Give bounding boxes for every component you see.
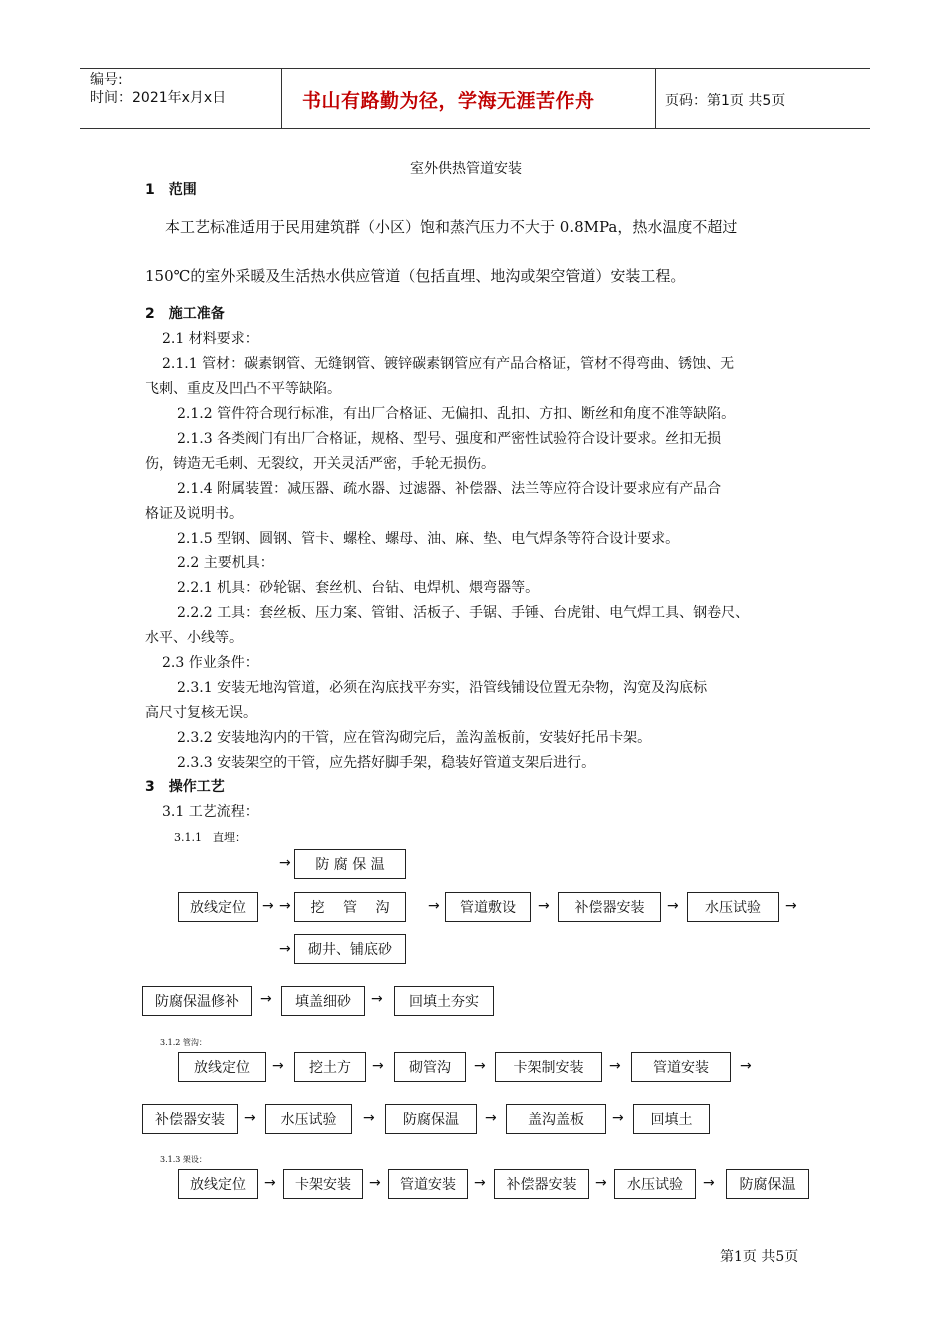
header-divider [655, 68, 656, 129]
list-item: 2.1.2 管件符合现行标准，有出厂合格证、无偏扣、乱扣、方扣、断丝和角度不准等缺陷。 [177, 406, 736, 422]
section-2-heading: 2 施工准备 [145, 306, 225, 322]
arrow-icon: → [371, 991, 383, 1007]
list-item: 2.2 主要机具： [177, 555, 274, 571]
section-3-heading: 3 操作工艺 [145, 779, 225, 795]
paragraph: 150℃的室外采暖及生活热水供应管道（包括直埋、地沟或架空管道）安装工程。 [145, 267, 686, 285]
list-item: 3.1 工艺流程： [162, 804, 259, 820]
header-top-rule [80, 68, 870, 69]
flow-box: 放线定位 [178, 1169, 258, 1199]
subsection-label: 3.1.2 管沟： [160, 1038, 207, 1047]
list-item: 高尺寸复核无误。 [145, 705, 257, 721]
flow-box: 水压试验 [265, 1104, 352, 1134]
flow-box: 防腐保温 [385, 1104, 477, 1134]
arrow-icon: → [474, 1175, 486, 1191]
flow-box: 卡架安装 [283, 1169, 363, 1199]
page-footer: 第1页 共5页 [720, 1249, 799, 1265]
header-time: 时间：2021年x月x日 [90, 90, 227, 106]
flow-box: 挖土方 [294, 1052, 366, 1082]
list-item: 2.1 材料要求： [162, 331, 259, 347]
flow-box: 水压试验 [614, 1169, 696, 1199]
list-item: 2.3.2 安装地沟内的干管，应在管沟砌完后，盖沟盖板前，安装好托吊卡架。 [177, 730, 652, 746]
arrow-icon: → [260, 991, 272, 1007]
arrow-icon: → [363, 1110, 375, 1126]
flow-box: 防 腐 保 温 [294, 849, 406, 879]
arrow-icon: → [279, 941, 291, 957]
list-item: 伤，铸造无毛刺、无裂纹，开关灵活严密，手轮无损伤。 [145, 456, 495, 472]
flow-box: 管道敷设 [445, 892, 531, 922]
flow-box: 管道安装 [631, 1052, 731, 1082]
flow-box: 防腐保温 [726, 1169, 809, 1199]
arrow-icon: → [244, 1110, 256, 1126]
arrow-icon: → [279, 855, 291, 871]
arrow-icon: → [538, 898, 550, 914]
list-item: 水平、小线等。 [145, 630, 243, 646]
arrow-icon: → [667, 898, 679, 914]
flow-box: 放线定位 [178, 1052, 266, 1082]
list-item: 2.1.3 各类阀门有出厂合格证，规格、型号、强度和严密性试验符合设计要求。丝扣无损 [177, 431, 722, 447]
arrow-icon: → [595, 1175, 607, 1191]
flow-box: 卡架制安装 [495, 1052, 602, 1082]
arrow-icon: → [485, 1110, 497, 1126]
arrow-icon: → [609, 1058, 621, 1074]
flow-box: 管道安装 [388, 1169, 468, 1199]
list-item: 2.2.1 机具：砂轮锯、套丝机、台钻、电焊机、煨弯器等。 [177, 580, 540, 596]
flow-box: 砌管沟 [394, 1052, 466, 1082]
flow-box: 挖 管 沟 [294, 892, 406, 922]
arrow-icon: → [474, 1058, 486, 1074]
list-item: 格证及说明书。 [145, 506, 243, 522]
list-item: 2.2.2 工具：套丝板、压力案、管钳、活板子、手锯、手锤、台虎钳、电气焊工具、钢卷尺、 [177, 605, 750, 621]
flow-box: 盖沟盖板 [506, 1104, 606, 1134]
flow-box: 补偿器安装 [558, 892, 661, 922]
arrow-icon: → [262, 898, 274, 914]
section-1-heading: 1 范围 [145, 182, 197, 198]
list-item: 2.1.4 附属装置：减压器、疏水器、过滤器、补偿器、法兰等应符合设计要求应有产品合 [177, 481, 722, 497]
flow-box: 补偿器安装 [494, 1169, 589, 1199]
header-motto: 书山有路勤为径，学海无涯苦作舟 [302, 90, 595, 112]
arrow-icon: → [740, 1058, 752, 1074]
document-title: 室外供热管道安装 [410, 161, 522, 177]
flow-box: 放线定位 [178, 892, 258, 922]
flow-box: 回填土夯实 [394, 986, 494, 1016]
subsection-label: 3.1.3 架设： [160, 1155, 207, 1164]
arrow-icon: → [428, 898, 440, 914]
header-divider [281, 68, 282, 129]
arrow-icon: → [272, 1058, 284, 1074]
arrow-icon: → [369, 1175, 381, 1191]
arrow-icon: → [703, 1175, 715, 1191]
list-item: 2.1.5 型钢、圆钢、管卡、螺栓、螺母、油、麻、垫、电气焊条等符合设计要求。 [177, 531, 680, 547]
header-page-code: 页码：第1页 共5页 [665, 93, 786, 109]
list-item: 2.3.3 安装架空的干管，应先搭好脚手架，稳装好管道支架后进行。 [177, 755, 596, 771]
arrow-icon: → [612, 1110, 624, 1126]
header-bottom-rule [80, 128, 870, 129]
flow-box: 砌井、铺底砂 [294, 934, 406, 964]
arrow-icon: → [279, 898, 291, 914]
arrow-icon: → [264, 1175, 276, 1191]
header-number: 编号: [90, 72, 123, 88]
list-item: 2.3.1 安装无地沟管道，必须在沟底找平夯实，沿管线铺设位置无杂物，沟宽及沟底标 [177, 680, 708, 696]
arrow-icon: → [372, 1058, 384, 1074]
flow-box: 防腐保温修补 [142, 986, 252, 1016]
list-item: 2.3 作业条件： [162, 655, 259, 671]
flow-box: 水压试验 [687, 892, 779, 922]
list-item: 飞刺、重皮及凹凸不平等缺陷。 [145, 381, 341, 397]
list-item: 2.1.1 管材：碳素钢管、无缝钢管、镀锌碳素钢管应有产品合格证，管材不得弯曲、锈蚀、无 [162, 356, 735, 372]
arrow-icon: → [785, 898, 797, 914]
subsection-label: 3.1.1 直埋： [174, 831, 246, 844]
flow-box: 回填土 [633, 1104, 710, 1134]
flow-box: 补偿器安装 [142, 1104, 238, 1134]
paragraph: 本工艺标准适用于民用建筑群（小区）饱和蒸汽压力不大于 0.8MPa，热水温度不超过 [165, 218, 738, 236]
flow-box: 填盖细砂 [281, 986, 365, 1016]
